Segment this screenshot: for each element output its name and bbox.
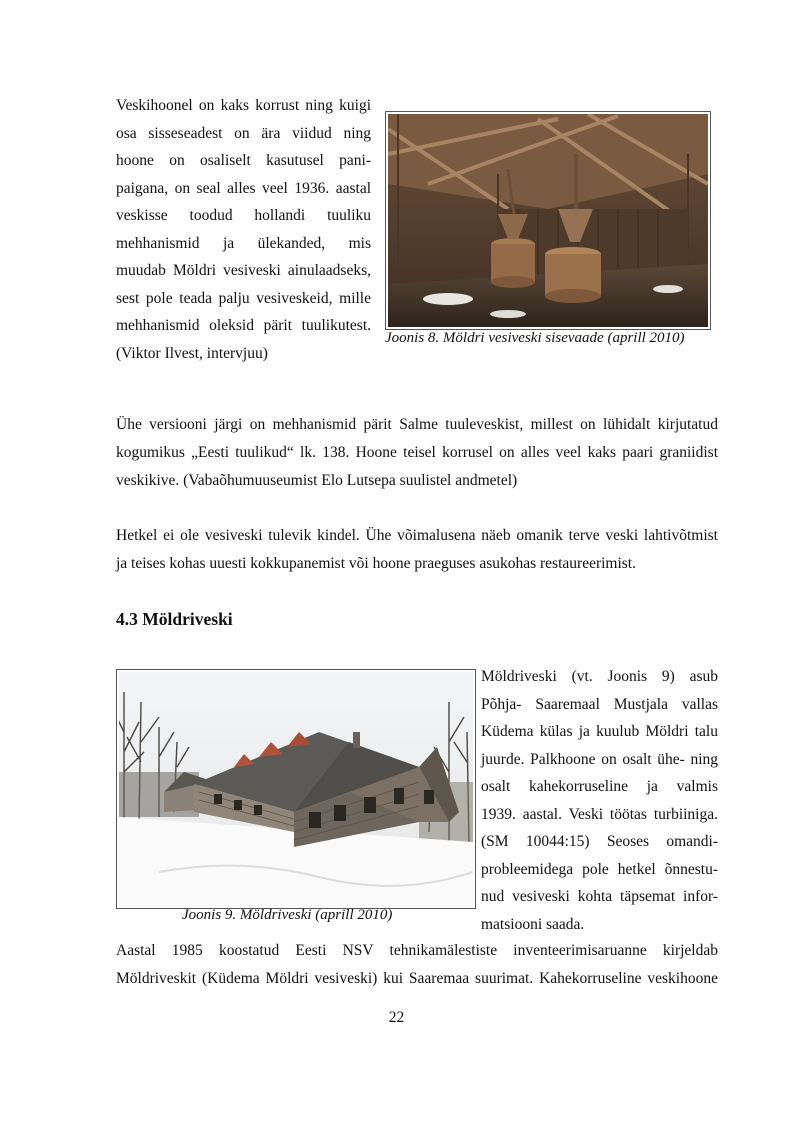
- text-line: muudab Möldri vesiveski ainulaadseks,: [116, 262, 371, 279]
- figure-8-caption: Joonis 8. Möldri vesiveski sisevaade (aprill 2010): [385, 330, 685, 346]
- text-line: Veskihoonel on kaks korrust ning kuigi: [116, 97, 371, 114]
- page-number: 22: [388, 1009, 405, 1026]
- paragraph-moldriveski-location: [481, 663, 718, 938]
- text-line: 1939. aastal. Veski töötas turbiiniga.: [481, 805, 718, 823]
- mill-interior-image: [388, 114, 708, 327]
- text-line: veskisse toodud hollandi tuuliku: [116, 207, 371, 224]
- text-line: kogumikus „Eesti tuulikud“ lk. 138. Hoone teisel korrusel on alles veel kaks paari graniidist: [116, 444, 718, 461]
- text-line: probleemidega pole hetkel õnnestu-: [481, 860, 718, 878]
- text-line: Põhja- Saaremaal Mustjala vallas: [481, 695, 718, 713]
- figure-9-caption: Joonis 9. Möldriveski (aprill 2010): [182, 907, 393, 923]
- text-line: osa sisseseadest on ära viidud ning: [116, 124, 371, 142]
- text-line: (SM 10044:15) Seoses omandi-: [481, 833, 718, 850]
- text-line: Möldriveski (vt. Joonis 9) asub: [481, 668, 718, 685]
- text-line: Küdema külas ja kuulub Möldri talu: [481, 723, 718, 740]
- text-line: paigana, on seal alles veel 1936. aastal: [116, 179, 371, 197]
- text-line: Ühe versiooni järgi on mehhanismid pärit Salme tuuleveskist, millest on lühidalt kirjutatud: [116, 416, 718, 433]
- paragraph-inventory-report: [116, 937, 718, 993]
- figure-9-mill-exterior-photo: [116, 669, 476, 909]
- paragraph-mill-future: [116, 522, 718, 578]
- text-line: juurde. Palkhoone on osalt ühe- ning: [481, 750, 718, 768]
- text-line: veskikive. (Vabaõhumuuseumist Elo Lutsepa suulistel andmetel): [116, 472, 518, 489]
- text-line: Aastal 1985 koostatud Eesti NSV tehnikamälestiste inventeerimisaruanne kirjeldab: [116, 942, 718, 959]
- paragraph-mechanism-origin: [116, 411, 718, 495]
- figure-8-mill-interior-photo: [385, 111, 711, 330]
- text-line: hoone on osaliselt kasutusel pani-: [116, 152, 371, 169]
- text-line: ja teises kohas uuesti kokkupanemist või hoone praeguses asukohas restaureerimist.: [116, 555, 636, 572]
- text-line: nud vesiveski kohta täpsemat infor-: [481, 888, 718, 905]
- text-line: (Viktor Ilvest, intervjuu): [116, 344, 268, 362]
- text-line: Hetkel ei ole vesiveski tulevik kindel. Ühe võimalusena näeb omanik terve veski lahtivõtmist: [116, 527, 718, 544]
- text-line: matsiooni saada.: [481, 915, 585, 933]
- paragraph-interior-description: [116, 92, 371, 367]
- text-line: mehhanismid oleksid pärit tuulikutest.: [116, 317, 371, 334]
- text-line: Möldriveskit (Küdema Möldri vesiveski) kui Saaremaa suurimat. Kahekorruseline veskihoone: [116, 970, 718, 987]
- text-line: sest pole teada palju vesiveskeid, mille: [116, 289, 371, 307]
- section-heading: 4.3 Möldriveski: [116, 609, 233, 629]
- text-line: osalt kahekorruseline ja valmis: [481, 778, 718, 795]
- mill-exterior-image: [119, 672, 473, 906]
- text-line: mehhanismid ja ülekanded, mis: [116, 234, 371, 252]
